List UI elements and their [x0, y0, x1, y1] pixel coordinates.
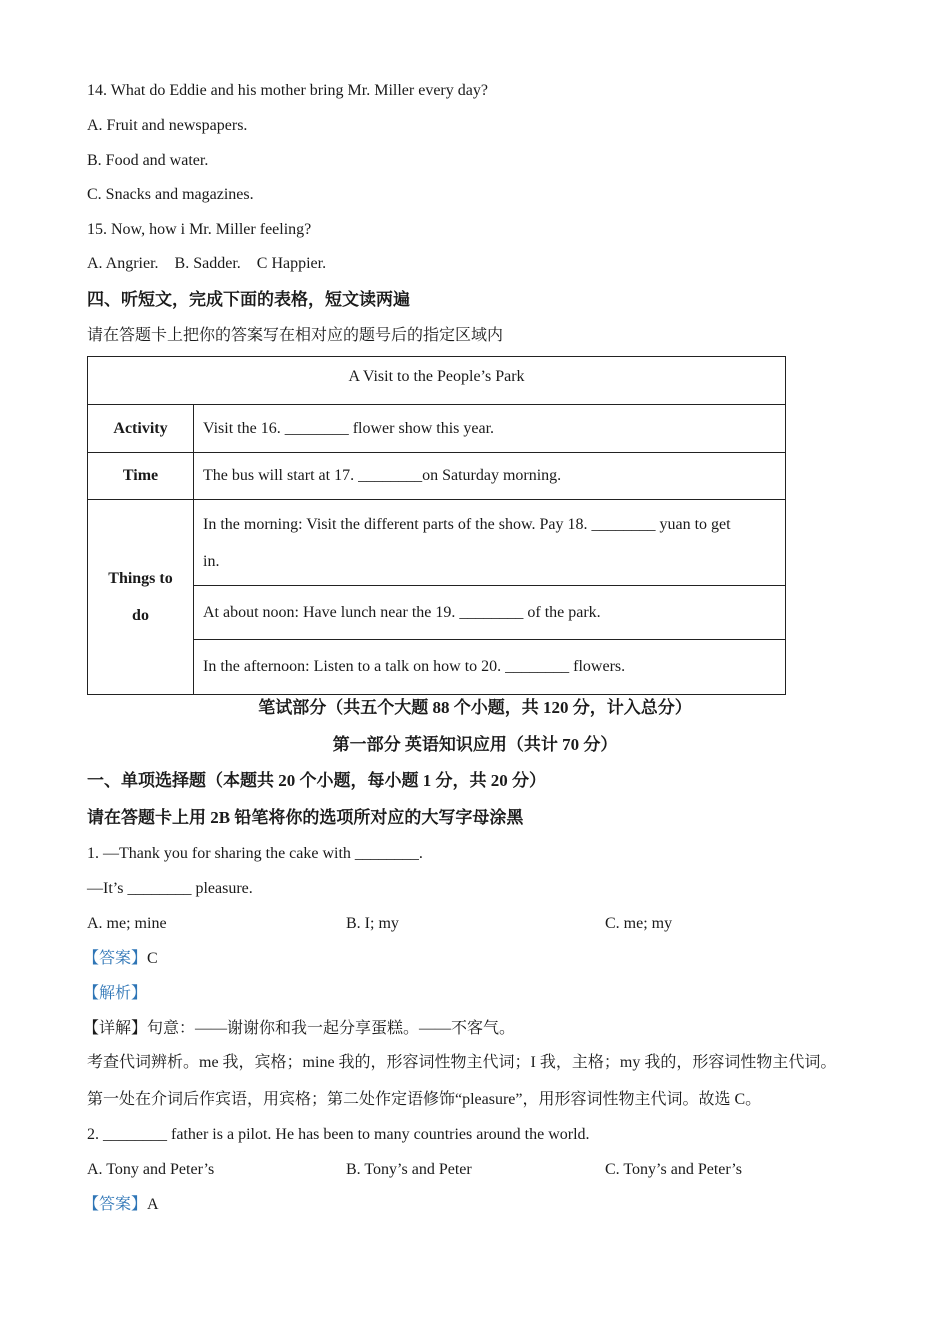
- morning-line1: In the morning: Visit the different parts of the show. Pay 18. ________ yuan to get: [203, 515, 731, 533]
- activity-text: Visit the 16. ________ flower show this year.: [194, 405, 786, 453]
- things-label-line1: Things to: [108, 570, 173, 587]
- q15-options: A. Angrier. B. Sadder. C Happier.: [87, 255, 327, 272]
- q2-option-a: A. Tony and Peter’s: [87, 1161, 215, 1178]
- time-label: Time: [88, 453, 194, 500]
- q1-option-c: C. me; my: [605, 915, 673, 932]
- things-to-do-label: [88, 500, 194, 695]
- q2-answer: [83, 1195, 159, 1215]
- question-14: 14. What do Eddie and his mother bring Mr. Miller every day?: [87, 82, 488, 99]
- q1-answer: [83, 949, 158, 969]
- q14-option-b: B. Food and water.: [87, 152, 209, 169]
- part-1-title: 第一部分 英语知识应用（共计 70 分）: [332, 735, 618, 754]
- afternoon-plan: In the afternoon: Listen to a talk on how to 20. ________ flowers.: [194, 640, 786, 695]
- time-text: The bus will start at 17. ________on Saturday morning.: [194, 453, 786, 500]
- q14-option-c: C. Snacks and magazines.: [87, 186, 254, 203]
- question-15: 15. Now, how i Mr. Miller feeling?: [87, 221, 312, 238]
- park-visit-table: [87, 356, 786, 695]
- things-label-line2: do: [132, 607, 149, 624]
- section-4-heading: 四、听短文，完成下面的表格，短文读两遍: [87, 290, 410, 309]
- activity-label: Activity: [88, 405, 194, 453]
- section-4-instruction: 请在答题卡上把你的答案写在相对应的题号后的指定区域内: [87, 327, 504, 344]
- q1-detail: 【详解】句意：——谢谢你和我一起分享蛋糕。——不客气。: [83, 1020, 516, 1037]
- section-1-heading: 一、单项选择题（本题共 20 个小题，每小题 1 分，共 20 分）: [87, 771, 546, 790]
- q1-option-b: B. I; my: [346, 915, 399, 932]
- question-2-stem: 2. ________ father is a pilot. He has been to many countries around the world.: [87, 1126, 590, 1143]
- question-1-stem: 1. —Thank you for sharing the cake with ________.: [87, 845, 423, 862]
- q1-explanation-1: 考查代词辨析。me 我，宾格；mine 我的，形容词性物主代词；I 我，主格；my 我的，形容词性物主代词。: [87, 1054, 837, 1071]
- q14-option-a: A. Fruit and newspapers.: [87, 117, 248, 134]
- section-1-instruction: 请在答题卡上用 2B 铅笔将你的选项所对应的大写字母涂黑: [87, 808, 524, 827]
- answer-value: C: [147, 950, 158, 967]
- morning-plan: [194, 500, 786, 586]
- table-title: A Visit to the People’s Park: [88, 357, 786, 405]
- q2-option-c: C. Tony’s and Peter’s: [605, 1161, 742, 1178]
- q1-analysis-tag: 【解析】: [83, 985, 148, 1002]
- answer-value: A: [147, 1196, 159, 1213]
- question-1-reply: —It’s ________ pleasure.: [87, 880, 253, 897]
- answer-tag: 【答案】: [83, 950, 148, 967]
- written-part-title: 笔试部分（共五个大题 88 个小题，共 120 分，计入总分）: [258, 698, 692, 717]
- morning-line2: in.: [203, 552, 220, 570]
- noon-plan: At about noon: Have lunch near the 19. ________ of the park.: [194, 586, 786, 640]
- q1-option-a: A. me; mine: [87, 915, 167, 932]
- answer-tag: 【答案】: [83, 1196, 148, 1213]
- q2-option-b: B. Tony’s and Peter: [346, 1161, 472, 1178]
- q1-explanation-2: 第一处在介词后作宾语，用宾格；第二处作定语修饰“pleasure”，用形容词性物主代词。故选 C。: [87, 1091, 762, 1108]
